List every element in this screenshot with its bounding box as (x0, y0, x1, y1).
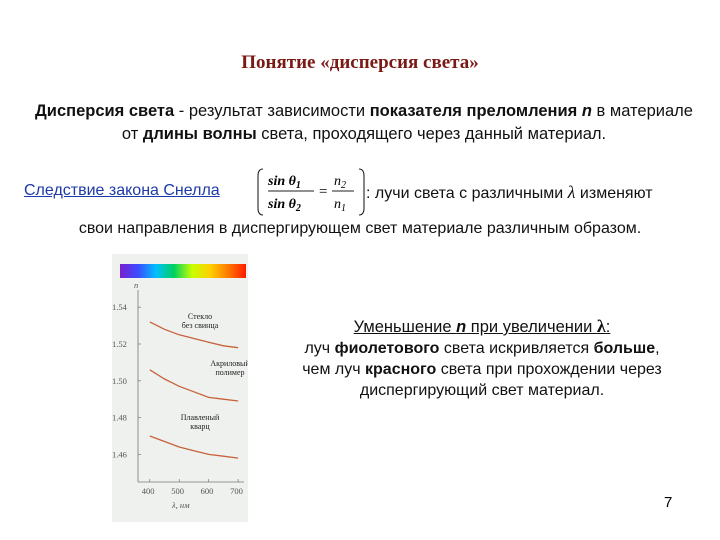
y-tick-label: 1.54 (112, 302, 127, 313)
series-label-1: Стекло без свинца (181, 312, 219, 330)
conclusion-text-part: света при прохождении через (436, 361, 662, 378)
lambda-symbol: λ (567, 182, 576, 202)
y-tick-label: 1.48 (112, 412, 127, 423)
definition-text: - результат зависимости (174, 102, 370, 120)
plot-layer (112, 280, 248, 510)
y-axis-label: n (134, 280, 139, 290)
page-number: 7 (664, 494, 673, 511)
slide-title: Понятие «дисперсия света» (241, 52, 479, 73)
term-wavelength: длины волны (142, 125, 257, 143)
conclusion-text-part: луч (304, 340, 335, 357)
formula-den-right: $n_1$ (334, 197, 346, 214)
conclusion-text-part: при увеличении (466, 318, 597, 336)
continuation-line: свои направления в диспергирующем свет материале различным образом. (78, 220, 642, 237)
conclusion-line-3 (280, 359, 684, 380)
conclusion-text-part: : (605, 318, 611, 336)
series-label-2: Акриловый полимер (210, 359, 248, 377)
formula-num-left: $\sin \theta_1$ (268, 174, 301, 191)
dispersion-chart-svg (112, 254, 248, 522)
term-more: больше (593, 340, 656, 357)
y-tick-label: 1.46 (112, 449, 127, 460)
formula-bracket-left (258, 169, 263, 215)
x-axis-label: λ, нм (172, 500, 190, 510)
snell-text: изменяют (575, 185, 653, 202)
formula-num-right: $n_2$ (334, 174, 346, 191)
term-violet: фиолетового (334, 340, 440, 357)
conclusion-text-part: света искривляется (439, 340, 594, 357)
formula-den-left: $\sin \theta_2$ (268, 197, 301, 214)
snell-consequence (366, 182, 653, 203)
conclusion-text-part: , (655, 340, 660, 357)
series-label-3: Плавленый кварц (180, 413, 220, 431)
snell-law-link[interactable]: Следствие закона Снелла (24, 182, 220, 199)
dispersion-chart (112, 254, 248, 522)
conclusion-text-part: чем луч (302, 361, 366, 378)
definition-text: света, проходящего через данный материал. (256, 125, 607, 143)
snell-formula (256, 166, 366, 218)
x-tick-label: 400 (141, 486, 155, 496)
term-dispersion: Дисперсия света (35, 102, 175, 120)
series-line-3 (150, 436, 238, 458)
conclusion-line-1 (280, 316, 684, 338)
x-tick-label: 600 (200, 486, 214, 496)
conclusion-text-part: Уменьшение (353, 318, 457, 336)
conclusion-text (280, 316, 684, 401)
symbol-n: n (456, 318, 467, 336)
spectrum-bar (120, 264, 246, 278)
conclusion-line-4: диспергирующий свет материал. (359, 382, 605, 399)
definition-text: в материале от (121, 102, 693, 143)
term-red: красного (365, 361, 437, 378)
symbol-n: n (581, 102, 592, 120)
definition-paragraph (34, 100, 694, 146)
y-tick-label: 1.50 (112, 375, 127, 386)
y-tick-label: 1.52 (112, 339, 127, 349)
term-refraction-index: показателя преломления (369, 102, 578, 120)
x-tick-label: 500 (171, 486, 184, 496)
x-tick-label: 700 (230, 486, 243, 496)
lambda-symbol: λ (596, 316, 606, 336)
conclusion-line-2 (280, 338, 684, 359)
formula-bracket-right (359, 169, 364, 215)
formula-equals: = (319, 184, 328, 200)
snell-text: : лучи света с различными (366, 185, 568, 202)
